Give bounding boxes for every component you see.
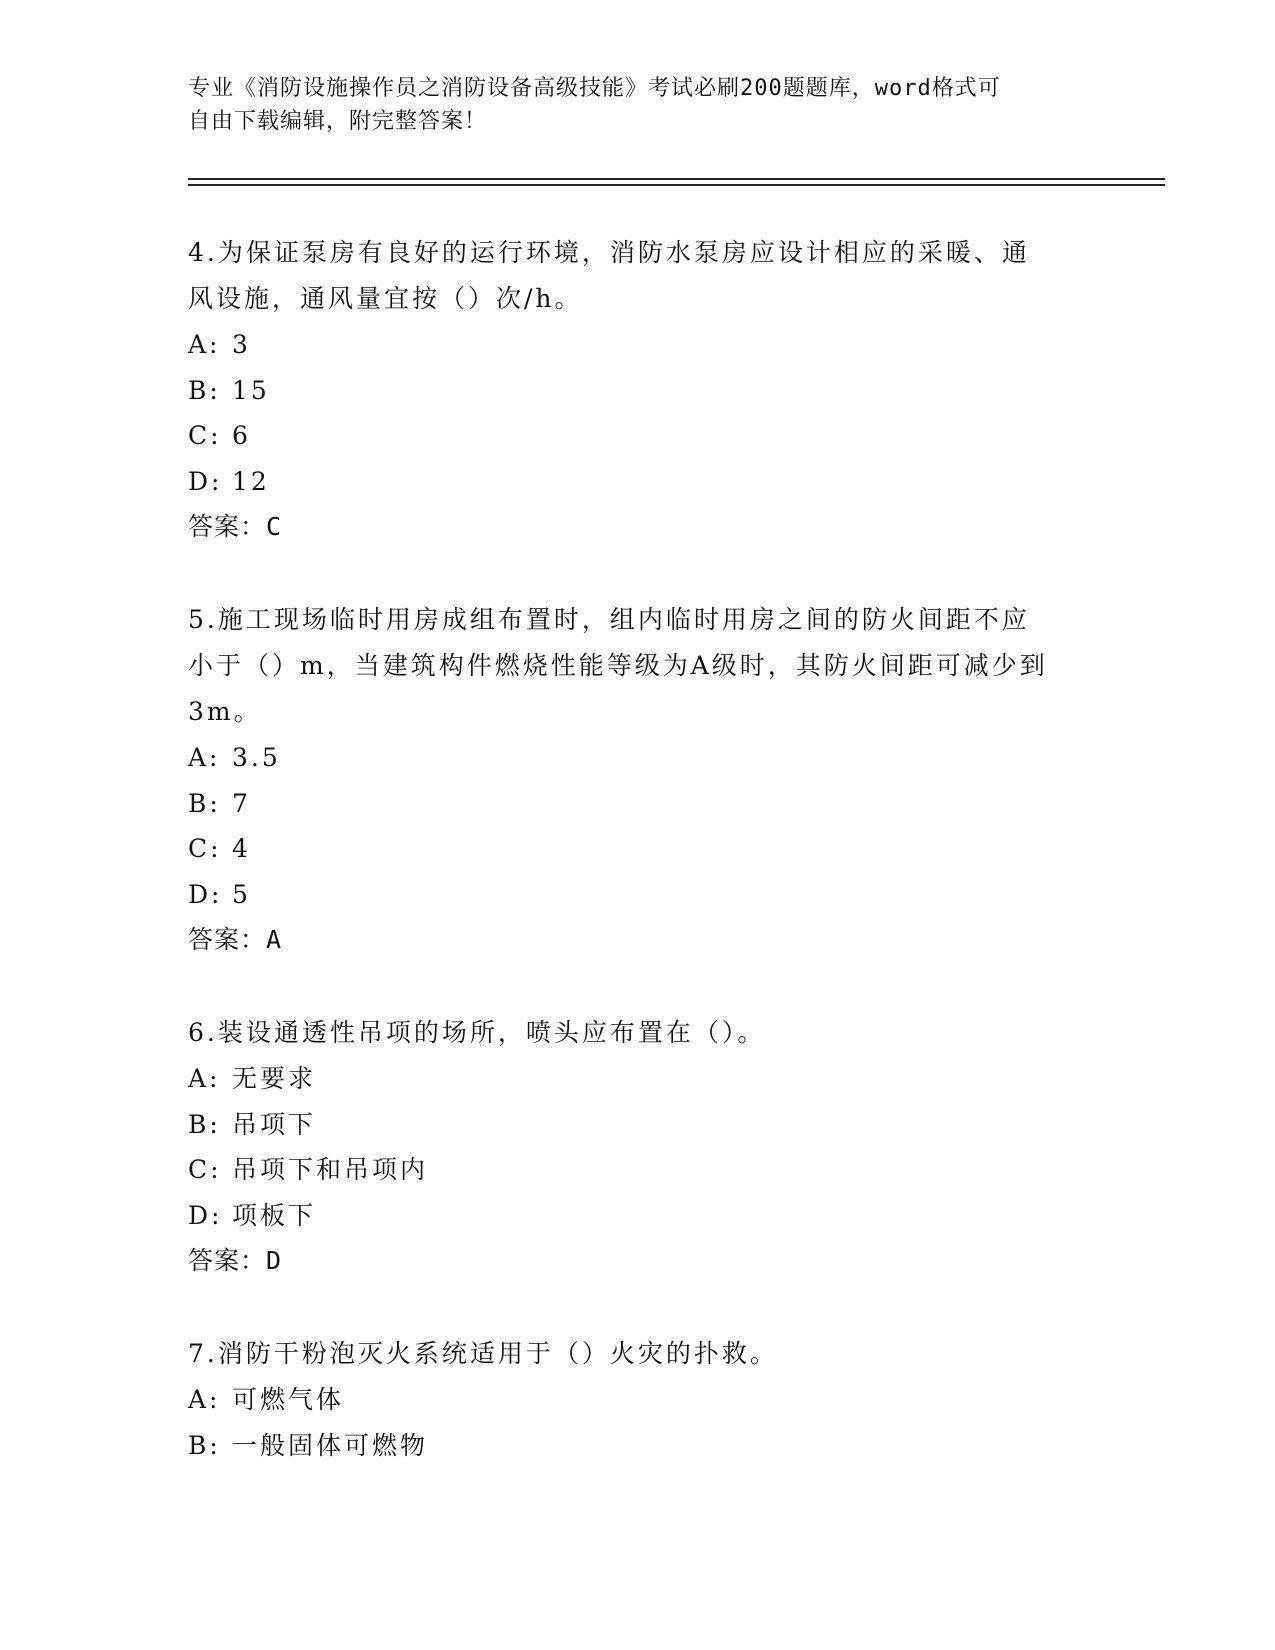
option-text: 15 [232, 375, 270, 405]
option-d [188, 872, 1088, 918]
option-label: A: [188, 743, 221, 772]
question-6 [188, 1010, 1088, 1284]
question-line: 3m。 [188, 697, 262, 726]
answer-line: 答案：C [188, 512, 283, 541]
option-c [188, 413, 1088, 459]
document-header [188, 72, 1088, 138]
option-b [188, 1423, 1088, 1469]
option-label: B: [188, 375, 221, 405]
option-d [188, 1193, 1088, 1239]
question-text [188, 597, 1088, 735]
question-text [188, 230, 1088, 322]
question-line: 7.消防干粉泡灭火系统适用于（）火灾的扑救。 [188, 1339, 778, 1368]
option-text: 吊项下和吊项内 [232, 1155, 429, 1184]
option-text: 3.5 [232, 743, 281, 772]
question-4 [188, 230, 1088, 550]
option-text: 无要求 [232, 1064, 317, 1093]
option-text: 吊项下 [232, 1109, 317, 1139]
header-rule-bottom [188, 184, 1165, 186]
option-label: C: [188, 421, 222, 450]
option-text: 项板下 [232, 1200, 317, 1230]
option-label: A: [188, 1064, 221, 1093]
option-text: 3 [232, 330, 251, 359]
header-rule-top [188, 178, 1165, 180]
question-list [188, 230, 1088, 1515]
option-label: A: [188, 330, 221, 359]
option-text: 4 [232, 834, 251, 863]
option-d [188, 459, 1088, 505]
option-text: 5 [232, 879, 251, 909]
question-line: 小于（）m，当建筑构件燃烧性能等级为A级时，其防火间距可减少到 [188, 651, 1048, 680]
option-b [188, 781, 1088, 827]
option-label: B: [188, 1430, 221, 1460]
option-c [188, 1147, 1088, 1193]
header-line-2: 自由下载编辑，附完整答案！ [188, 109, 488, 134]
header-line-1: 专业《消防设施操作员之消防设备高级技能》考试必刷200题题库，word格式可 [188, 76, 1001, 101]
option-b [188, 368, 1088, 414]
question-line: 6.装设通透性吊项的场所，喷头应布置在（）。 [188, 1018, 766, 1047]
question-text [188, 1331, 1088, 1377]
question-text [188, 1010, 1088, 1056]
option-c [188, 826, 1088, 872]
option-b [188, 1102, 1088, 1148]
question-7 [188, 1331, 1088, 1468]
option-text: 6 [232, 421, 251, 450]
option-a [188, 1377, 1088, 1423]
option-a [188, 735, 1088, 781]
answer-line: 答案：D [188, 1246, 283, 1275]
option-label: D: [188, 1200, 223, 1230]
option-label: A: [188, 1385, 221, 1414]
question-line: 风设施，通风量宜按（）次/h。 [188, 284, 583, 313]
option-label: C: [188, 1155, 222, 1184]
option-label: D: [188, 879, 223, 909]
option-text: 一般固体可燃物 [232, 1430, 429, 1460]
question-line: 4.为保证泵房有良好的运行环境，消防水泵房应设计相应的采暖、通 [188, 238, 1030, 267]
option-label: D: [188, 466, 223, 496]
question-5 [188, 597, 1088, 963]
option-text: 可燃气体 [232, 1385, 345, 1414]
option-label: B: [188, 1109, 221, 1139]
option-a [188, 1056, 1088, 1102]
answer-line: 答案：A [188, 925, 283, 954]
option-label: B: [188, 788, 221, 818]
option-text: 12 [232, 466, 270, 496]
option-text: 7 [232, 788, 251, 818]
option-a [188, 322, 1088, 368]
question-line: 5.施工现场临时用房成组布置时，组内临时用房之间的防火间距不应 [188, 605, 1030, 634]
option-label: C: [188, 834, 222, 863]
